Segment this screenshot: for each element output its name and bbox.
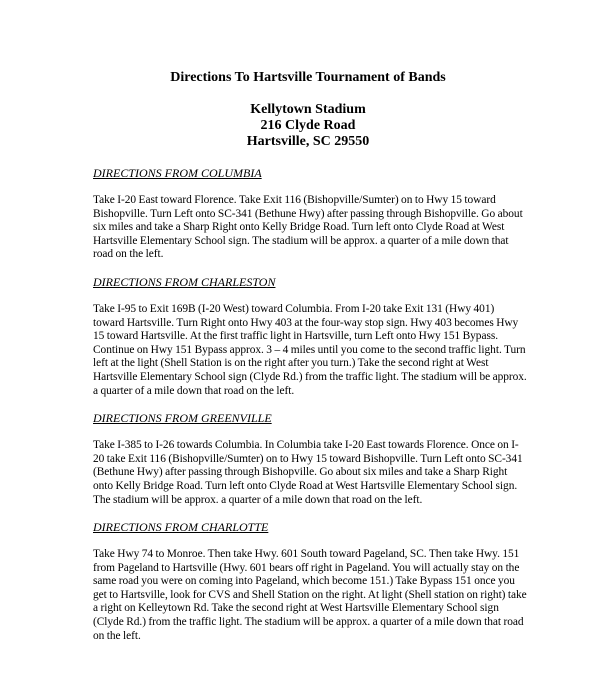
- venue-name: Kellytown Stadium: [250, 102, 366, 117]
- section-columbia: [93, 166, 528, 262]
- section-body: Take I-20 East toward Florence. Take Exit 116 (Bishopville/Sumter) on to Hwy 15 toward Bishopville. Turn Left onto SC-341 (Bethune Hwy) after passing through Bishopville. Go about six miles and take a Sharp Right onto Kelly Bridge Road. Turn left onto Clyde Road at West Hartsville Elementary School sign. The stadium will be approx. a quarter of a mile down that road on the left.: [93, 194, 523, 261]
- section-charleston: [93, 275, 528, 398]
- section-body: Take I-95 to Exit 169B (I-20 West) toward Columbia. From I-20 take Exit 131 (Hwy 401) toward Hartsville. Turn Right onto Hwy 403 at the four-way stop sign. Hwy 403 becomes Hwy 15 toward Hartsville. At the first traffic light in Hartsville, turn Left onto Hwy 151 Bypass. Continue on Hwy 151 Bypass approx. 3 – 4 miles until you come to the second traffic light. Turn left at the light (Shell Station is on the right after you turn.) Take the second right at West Hartsville Elementary School sign (Clyde Rd.) from the traffic light. The stadium will be approx. a quarter of a mile down that road on the left.: [93, 302, 527, 397]
- section-heading: DIRECTIONS FROM COLUMBIA: [93, 166, 262, 180]
- venue-address: [93, 102, 523, 150]
- venue-street: 216 Clyde Road: [260, 118, 356, 133]
- section-heading: DIRECTIONS FROM CHARLESTON: [93, 274, 276, 289]
- section-body: Take I-385 to I-26 towards Columbia. In Columbia take I-20 East towards Florence. Once on I-20 take Exit 116 (Bishopville/Sumter) on to Hwy 15 toward Bishopville. Turn Left onto SC-341 (Bethune Hwy) after passing through Bishopville. Go about six miles and take a Sharp Right onto Kelly Bridge Road. Turn left onto Clyde Road at West Hartsville Elementary School sign. The stadium will be approx. a quarter of a mile down that road on the left.: [93, 439, 523, 506]
- section-body: Take Hwy 74 to Monroe. Then take Hwy. 601 South toward Pageland, SC. Then take Hwy. 151 from Pageland to Hartsville (Hwy. 601 bears off right in Pageland. You will actually stay on the same road you were on coming into Pageland, which become 151.) Take Bypass 151 once you get to Hartsville, look for CVS and Shell Station on the right. At light (Shell station on right) take a right on Kelleytown Rd. Take the second right at West Hartsville Elementary School sign (Clyde Rd.) from the traffic light. The stadium will be approx. a quarter of a mile down that road on the left.: [93, 548, 527, 642]
- venue-city: Hartsville, SC 29550: [246, 134, 370, 149]
- section-heading: DIRECTIONS FROM GREENVILLE: [93, 411, 272, 426]
- section-heading: DIRECTIONS FROM CHARLOTTE: [93, 520, 269, 535]
- document-title: Directions To Hartsville Tournament of Bands: [170, 70, 446, 85]
- section-charlotte: [93, 520, 528, 643]
- section-greenville: [93, 411, 528, 507]
